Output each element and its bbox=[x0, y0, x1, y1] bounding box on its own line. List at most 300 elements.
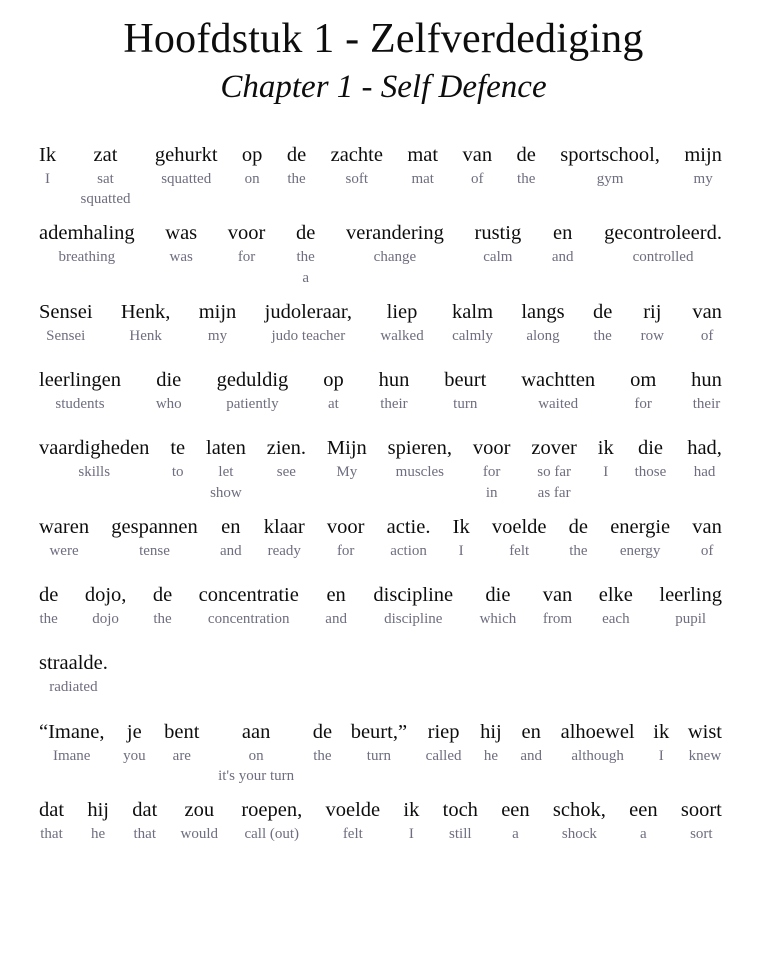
source-word: van bbox=[462, 143, 493, 166]
gloss-word: for bbox=[336, 542, 355, 559]
word-group bbox=[474, 221, 523, 267]
source-word: dat bbox=[39, 799, 65, 822]
word-group bbox=[198, 583, 300, 629]
source-word: de bbox=[295, 222, 316, 245]
source-word: energie bbox=[610, 515, 671, 538]
gloss-word: waited bbox=[538, 396, 579, 413]
source-word: wachtten bbox=[521, 369, 596, 392]
word-group bbox=[406, 143, 439, 189]
gloss-word: a bbox=[512, 826, 519, 843]
word-group bbox=[378, 368, 411, 414]
gloss-word: turn bbox=[366, 747, 391, 764]
word-group bbox=[609, 515, 671, 561]
word-group bbox=[266, 436, 307, 482]
source-word: ik bbox=[653, 720, 670, 743]
gloss-word: and bbox=[325, 611, 347, 628]
source-word: en bbox=[221, 515, 241, 538]
word-group bbox=[520, 300, 565, 346]
source-word: de bbox=[286, 143, 307, 166]
word-group bbox=[120, 300, 172, 346]
source-word: leerling bbox=[659, 584, 722, 607]
source-word: actie. bbox=[386, 515, 431, 538]
gloss-word: from bbox=[542, 611, 573, 628]
interlinear-line bbox=[38, 720, 723, 787]
interlinear-line bbox=[38, 436, 723, 503]
gloss-word: along bbox=[526, 327, 560, 344]
gloss-word: change bbox=[373, 249, 417, 266]
gloss-word: felt bbox=[342, 826, 363, 843]
gloss-word: those bbox=[634, 464, 667, 481]
gloss-word: My bbox=[336, 464, 358, 481]
source-word: op bbox=[323, 369, 344, 392]
word-group bbox=[169, 436, 186, 482]
gloss-word: he bbox=[483, 747, 498, 764]
gloss-word: and bbox=[551, 249, 574, 266]
gloss-word-alt: in bbox=[485, 484, 498, 501]
source-word: zou bbox=[184, 799, 215, 822]
gloss-word: calm bbox=[483, 249, 513, 266]
gloss-word: call (out) bbox=[244, 826, 300, 843]
interlinear-line bbox=[38, 221, 723, 288]
gloss-word: that bbox=[40, 826, 63, 843]
gloss-word: the bbox=[593, 327, 612, 344]
source-word: rij bbox=[643, 300, 662, 323]
source-word: waren bbox=[39, 515, 90, 538]
word-group bbox=[658, 583, 723, 629]
word-group bbox=[217, 720, 295, 787]
word-group bbox=[38, 368, 122, 414]
word-group bbox=[180, 798, 220, 844]
gloss-word: I bbox=[603, 464, 609, 481]
source-word: de bbox=[152, 584, 173, 607]
word-group bbox=[38, 798, 65, 844]
gloss-word: ready bbox=[267, 542, 301, 559]
word-group bbox=[479, 720, 503, 766]
gloss-word: and bbox=[520, 747, 543, 764]
source-word: voor bbox=[326, 515, 365, 538]
gloss-word: see bbox=[276, 464, 296, 481]
gloss-word: although bbox=[571, 747, 624, 764]
word-group bbox=[152, 583, 173, 629]
word-group bbox=[326, 436, 368, 482]
gloss-word: gym bbox=[596, 170, 624, 187]
word-group bbox=[560, 720, 636, 766]
word-group bbox=[640, 300, 665, 346]
source-word: beurt bbox=[444, 369, 487, 392]
source-word: hij bbox=[480, 720, 502, 743]
interlinear-line bbox=[38, 515, 723, 561]
source-word: te bbox=[170, 437, 186, 460]
word-group bbox=[691, 300, 723, 346]
source-word: sportschool, bbox=[560, 143, 660, 166]
word-group bbox=[372, 583, 454, 629]
word-group bbox=[690, 368, 723, 414]
word-group bbox=[264, 300, 353, 346]
source-word: mijn bbox=[198, 300, 237, 323]
source-word: een bbox=[629, 799, 658, 822]
gloss-word: the bbox=[569, 542, 588, 559]
gloss-word: I bbox=[458, 542, 464, 559]
source-word: judoleraar, bbox=[264, 300, 353, 323]
source-word: die bbox=[485, 584, 511, 607]
word-group bbox=[324, 583, 348, 629]
gloss-word: the bbox=[287, 170, 306, 187]
word-group bbox=[542, 583, 574, 629]
gloss-word: discipline bbox=[384, 611, 443, 628]
gloss-word: muscles bbox=[395, 464, 444, 481]
word-group bbox=[38, 651, 109, 697]
word-group bbox=[79, 143, 131, 210]
source-word: je bbox=[126, 720, 142, 743]
source-word: een bbox=[501, 799, 530, 822]
source-word: “Imane, bbox=[39, 720, 105, 743]
source-word: gecontroleerd. bbox=[604, 222, 722, 245]
word-group bbox=[219, 515, 243, 561]
source-word: mat bbox=[407, 143, 439, 166]
interlinear-line bbox=[38, 798, 723, 844]
gloss-word: had bbox=[693, 464, 716, 481]
source-word: roepen, bbox=[241, 799, 303, 822]
source-word: gespannen bbox=[111, 515, 198, 538]
word-group bbox=[155, 368, 183, 414]
word-group bbox=[324, 798, 381, 844]
word-group bbox=[330, 143, 384, 189]
word-group bbox=[263, 515, 306, 561]
source-word: Henk, bbox=[120, 300, 171, 323]
word-group bbox=[38, 515, 90, 561]
source-word: en bbox=[552, 222, 573, 245]
source-word: beurt,” bbox=[350, 720, 408, 743]
word-group bbox=[442, 798, 479, 844]
word-group bbox=[559, 143, 661, 189]
source-word: Mijn bbox=[326, 437, 367, 460]
gloss-word: judo teacher bbox=[271, 327, 346, 344]
source-word: van bbox=[542, 584, 573, 607]
gloss-word: breathing bbox=[58, 249, 116, 266]
word-group bbox=[38, 436, 150, 482]
gloss-word: a bbox=[640, 826, 647, 843]
word-group bbox=[154, 143, 219, 189]
word-group bbox=[479, 583, 518, 629]
gloss-word: so far bbox=[537, 464, 571, 481]
source-word: de bbox=[516, 143, 536, 166]
word-group bbox=[84, 583, 128, 629]
gloss-word: at bbox=[328, 396, 339, 413]
gloss-word: for bbox=[482, 464, 501, 481]
source-word: liep bbox=[386, 300, 418, 323]
gloss-word: mat bbox=[411, 170, 434, 187]
word-group bbox=[379, 300, 424, 346]
gloss-word: were bbox=[49, 542, 79, 559]
word-group bbox=[443, 368, 487, 414]
gloss-word: calmly bbox=[452, 327, 493, 344]
gloss-word: I bbox=[45, 170, 51, 187]
source-word: gehurkt bbox=[154, 143, 218, 166]
source-word: die bbox=[156, 369, 182, 392]
gloss-word: and bbox=[219, 542, 242, 559]
word-group bbox=[241, 143, 264, 189]
gloss-word: pupil bbox=[675, 611, 707, 628]
word-group bbox=[628, 798, 658, 844]
word-group bbox=[38, 221, 136, 267]
gloss-word: shock bbox=[561, 826, 597, 843]
source-word: alhoewel bbox=[560, 720, 635, 743]
word-group bbox=[520, 368, 596, 414]
source-word: van bbox=[692, 300, 722, 323]
gloss-word: row bbox=[640, 327, 664, 344]
source-word: elke bbox=[598, 584, 633, 607]
gloss-word: of bbox=[700, 542, 714, 559]
word-group bbox=[552, 798, 607, 844]
word-group bbox=[38, 300, 94, 346]
interlinear-line bbox=[38, 368, 723, 414]
gloss-word: soft bbox=[345, 170, 369, 187]
word-group bbox=[198, 300, 238, 346]
source-word: dojo, bbox=[84, 584, 127, 607]
word-group bbox=[322, 368, 345, 414]
source-word: en bbox=[521, 720, 541, 743]
word-group bbox=[38, 583, 59, 629]
interlinear-line bbox=[38, 583, 723, 629]
word-group bbox=[163, 720, 200, 766]
word-group bbox=[683, 143, 723, 189]
source-word: om bbox=[630, 369, 657, 392]
source-word: de bbox=[592, 300, 613, 323]
gloss-word: knew bbox=[688, 747, 722, 764]
gloss-word: each bbox=[602, 611, 630, 628]
word-group bbox=[205, 436, 247, 503]
word-group bbox=[295, 221, 316, 288]
word-group bbox=[312, 720, 333, 766]
source-word: ik bbox=[597, 437, 614, 460]
source-word: schok, bbox=[552, 799, 606, 822]
gloss-word: my bbox=[207, 327, 228, 344]
word-group bbox=[38, 143, 57, 189]
source-word: leerlingen bbox=[39, 369, 121, 392]
word-group bbox=[568, 515, 589, 561]
word-group bbox=[227, 221, 267, 267]
source-word: langs bbox=[521, 300, 565, 323]
word-group bbox=[402, 798, 420, 844]
source-word: ik bbox=[403, 799, 420, 822]
source-word: geduldig bbox=[216, 369, 289, 392]
source-word: spieren, bbox=[387, 437, 452, 460]
gloss-word: concentration bbox=[207, 611, 290, 628]
gloss-word: sort bbox=[690, 826, 713, 843]
page-title: Hoofdstuk 1 - Zelfverdediging bbox=[123, 16, 644, 62]
interlinear-line bbox=[38, 300, 723, 346]
source-word: hij bbox=[87, 799, 109, 822]
word-group bbox=[687, 720, 723, 766]
title-block bbox=[0, 0, 767, 107]
word-group bbox=[326, 515, 366, 561]
gloss-word-alt: show bbox=[210, 484, 242, 501]
gloss-word: called bbox=[425, 747, 462, 764]
gloss-word: who bbox=[155, 396, 182, 413]
source-word: soort bbox=[680, 799, 722, 822]
gloss-word: sat bbox=[97, 170, 114, 187]
source-word: straalde. bbox=[39, 652, 108, 675]
source-word: klaar bbox=[263, 515, 305, 538]
word-group bbox=[629, 368, 657, 414]
gloss-word: to bbox=[171, 464, 184, 481]
gloss-word: the bbox=[153, 611, 172, 628]
gloss-word: I bbox=[408, 826, 414, 843]
gloss-word: skills bbox=[78, 464, 111, 481]
source-word: had, bbox=[687, 437, 722, 460]
source-word: voor bbox=[227, 222, 266, 245]
source-word: mijn bbox=[684, 143, 722, 166]
word-group bbox=[345, 221, 445, 267]
word-group bbox=[530, 436, 578, 503]
gloss-word: for bbox=[634, 396, 652, 413]
gloss-word: of bbox=[471, 170, 484, 187]
source-word: ademhaling bbox=[39, 222, 135, 245]
gloss-word: Henk bbox=[129, 327, 162, 344]
page-subtitle: Chapter 1 - Self Defence bbox=[220, 69, 547, 106]
word-group bbox=[386, 515, 432, 561]
source-word: de bbox=[39, 584, 59, 607]
source-word: de bbox=[568, 515, 589, 538]
gloss-word: my bbox=[693, 170, 713, 187]
source-word: vaardigheden bbox=[39, 437, 150, 460]
word-group bbox=[551, 221, 575, 267]
gloss-word: you bbox=[123, 747, 146, 764]
word-group bbox=[603, 221, 723, 267]
source-word: kalm bbox=[452, 300, 494, 323]
gloss-word: that bbox=[133, 826, 156, 843]
word-group bbox=[131, 798, 158, 844]
source-word: zachte bbox=[330, 143, 383, 166]
gloss-word: on bbox=[244, 170, 260, 187]
gloss-word: let bbox=[218, 464, 234, 481]
word-group bbox=[452, 515, 471, 561]
gloss-word: students bbox=[55, 396, 105, 413]
gloss-word: Imane bbox=[52, 747, 91, 764]
word-group bbox=[240, 798, 303, 844]
gloss-word: squatted bbox=[161, 170, 212, 187]
gloss-word: was bbox=[169, 249, 193, 266]
word-group bbox=[286, 143, 307, 189]
gloss-word: still bbox=[449, 826, 472, 843]
gloss-word: energy bbox=[619, 542, 661, 559]
source-word: laten bbox=[206, 437, 246, 460]
word-group bbox=[686, 436, 723, 482]
gloss-word: turn bbox=[453, 396, 478, 413]
source-word: die bbox=[637, 437, 663, 460]
gloss-word: on bbox=[248, 747, 264, 764]
source-word: wist bbox=[687, 720, 722, 743]
source-word: aan bbox=[241, 720, 271, 743]
gloss-word: which bbox=[479, 611, 517, 628]
source-word: hun bbox=[378, 369, 410, 392]
word-group bbox=[86, 798, 110, 844]
gloss-word: for bbox=[237, 249, 256, 266]
word-group bbox=[519, 720, 543, 766]
source-word: dat bbox=[132, 799, 158, 822]
source-word: zat bbox=[93, 143, 118, 166]
gloss-word: the bbox=[517, 170, 536, 187]
interlinear-line bbox=[38, 651, 723, 697]
gloss-word: controlled bbox=[632, 249, 694, 266]
source-word: de bbox=[312, 720, 333, 743]
source-word: en bbox=[326, 584, 346, 607]
gloss-word: patiently bbox=[226, 396, 279, 413]
gloss-word: Sensei bbox=[46, 327, 86, 344]
gloss-word: the bbox=[39, 611, 58, 628]
word-group bbox=[691, 515, 723, 561]
gloss-word: the bbox=[313, 747, 332, 764]
source-word: discipline bbox=[373, 584, 454, 607]
source-word: van bbox=[692, 515, 722, 538]
interlinear-text-body bbox=[0, 107, 767, 845]
word-group bbox=[652, 720, 670, 766]
gloss-word-alt: it's your turn bbox=[218, 767, 295, 784]
source-word: was bbox=[165, 222, 198, 245]
word-group bbox=[38, 720, 105, 766]
word-group bbox=[462, 143, 494, 189]
source-word: toch bbox=[442, 799, 478, 822]
source-word: zover bbox=[531, 437, 577, 460]
gloss-word: would bbox=[180, 826, 219, 843]
gloss-word: felt bbox=[509, 542, 530, 559]
word-group bbox=[634, 436, 668, 482]
source-word: Sensei bbox=[39, 300, 93, 323]
gloss-word: walked bbox=[380, 327, 424, 344]
source-word: Ik bbox=[39, 143, 57, 166]
gloss-word: of bbox=[700, 327, 714, 344]
source-word: Ik bbox=[452, 515, 470, 538]
gloss-word: their bbox=[380, 396, 408, 413]
source-word: voor bbox=[472, 437, 511, 460]
gloss-word: action bbox=[390, 542, 427, 559]
gloss-word: their bbox=[692, 396, 721, 413]
gloss-word: are bbox=[172, 747, 191, 764]
word-group bbox=[164, 221, 198, 267]
word-group bbox=[110, 515, 199, 561]
word-group bbox=[500, 798, 530, 844]
word-group bbox=[597, 436, 615, 482]
word-group bbox=[680, 798, 723, 844]
gloss-word: radiated bbox=[49, 679, 98, 696]
source-word: voelde bbox=[491, 515, 547, 538]
word-group bbox=[516, 143, 537, 189]
gloss-word-alt: a bbox=[302, 269, 309, 286]
source-word: voelde bbox=[325, 799, 381, 822]
word-group bbox=[387, 436, 453, 482]
interlinear-line bbox=[38, 143, 723, 210]
word-group bbox=[425, 720, 463, 766]
word-group bbox=[350, 720, 408, 766]
source-word: verandering bbox=[345, 222, 444, 245]
source-word: op bbox=[241, 143, 263, 166]
source-word: rustig bbox=[474, 222, 522, 245]
source-word: riep bbox=[427, 720, 460, 743]
gloss-word: tense bbox=[139, 542, 170, 559]
gloss-word: I bbox=[658, 747, 664, 764]
word-group bbox=[592, 300, 613, 346]
word-group bbox=[598, 583, 634, 629]
gloss-word-alt: squatted bbox=[80, 191, 131, 208]
source-word: zien. bbox=[266, 437, 307, 460]
source-word: hun bbox=[691, 369, 722, 392]
source-word: bent bbox=[164, 720, 200, 743]
word-group bbox=[216, 368, 290, 414]
gloss-word: dojo bbox=[92, 611, 119, 628]
gloss-word: the bbox=[296, 249, 315, 266]
word-group bbox=[472, 436, 512, 503]
gloss-word-alt: as far bbox=[537, 484, 571, 501]
